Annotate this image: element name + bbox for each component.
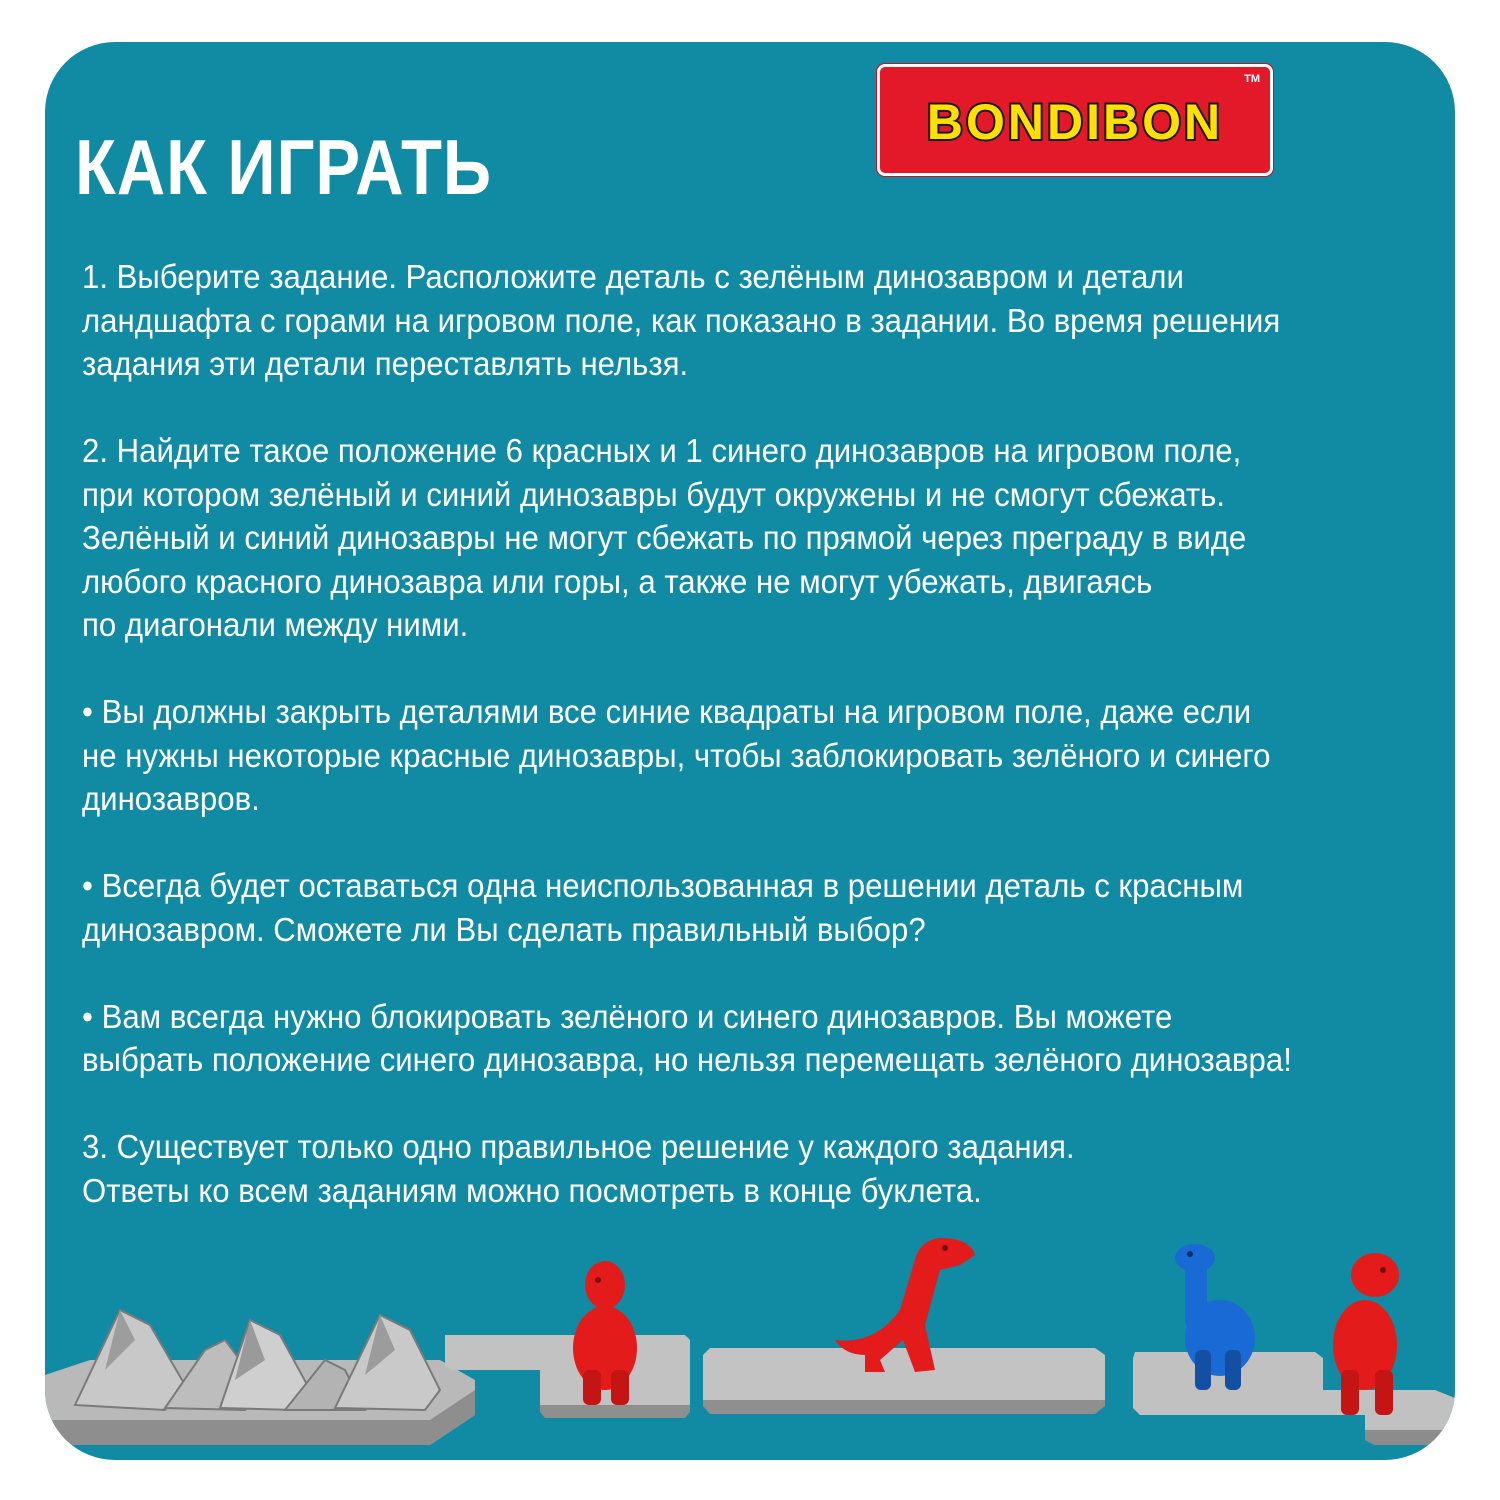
red-dino-straight-tile bbox=[703, 1238, 1105, 1414]
instruction-paragraph bbox=[82, 256, 1454, 387]
mountains-icon bbox=[75, 1310, 440, 1410]
instruction-paragraph bbox=[82, 691, 1454, 822]
page-title: КАК ИГРАТЬ bbox=[75, 123, 492, 211]
game-pieces-photo bbox=[45, 1230, 1455, 1460]
mountain-tile bbox=[45, 1310, 475, 1445]
instruction-line: выбрать положение синего динозавра, но нельзя перемещать зелёного динозавра! bbox=[82, 1042, 1292, 1079]
instruction-line: 3. Существует только одно правильное решение у каждого задания. bbox=[82, 1129, 1075, 1166]
bondibon-logo bbox=[877, 64, 1273, 176]
instruction-line: 2. Найдите такое положение 6 красных и 1 синего динозавров на игровом поле, bbox=[82, 433, 1242, 470]
instruction-line: • Вам всегда нужно блокировать зелёного и синего динозавров. Вы можете bbox=[82, 998, 1173, 1036]
instruction-line: динозавров. bbox=[82, 781, 260, 818]
instructions-text bbox=[82, 256, 1454, 1257]
bondibon-logo-art bbox=[880, 67, 1270, 173]
instruction-paragraph bbox=[82, 996, 1454, 1083]
instruction-line: динозавром. Сможете ли Вы сделать правильный выбор? bbox=[82, 911, 926, 949]
instruction-line: при котором зелёный и синий динозавры будут окружены и не смогут сбежать. bbox=[82, 476, 1226, 514]
instruction-line: 1. Выберите задание. Расположите деталь с зелёным динозавром и детали bbox=[82, 259, 1184, 296]
instruction-line: любого красного динозавра или горы, а также не могут убежать, двигаясь bbox=[82, 563, 1153, 601]
instruction-line: по диагонали между ними. bbox=[82, 607, 469, 644]
instruction-card bbox=[45, 42, 1455, 1460]
instruction-paragraph bbox=[82, 1126, 1454, 1213]
instruction-line: задания эти детали переставлять нельзя. bbox=[82, 346, 689, 383]
instruction-line: Зелёный и синий динозавры не могут сбежать по прямой через преграду в виде bbox=[82, 520, 1247, 557]
instruction-line: не нужны некоторые красные динозавры, чтобы заблокировать зелёного и синего bbox=[82, 737, 1271, 775]
logo-wordmark: BONDIBON bbox=[926, 94, 1224, 150]
red-dino-l-tile bbox=[445, 1261, 690, 1418]
instruction-line: • Вы должны закрыть деталями все синие квадраты на игровом поле, даже если bbox=[82, 694, 1252, 731]
blue-red-dino-l-tile bbox=[1133, 1244, 1455, 1445]
instruction-line: • Всегда будет оставаться одна неиспользованная в решении деталь с красным bbox=[82, 868, 1244, 905]
instruction-line: Ответы ко всем заданиям можно посмотреть в конце буклета. bbox=[82, 1172, 982, 1210]
instruction-paragraph bbox=[82, 865, 1454, 952]
instruction-paragraph bbox=[82, 430, 1454, 648]
instruction-line: ландшафта с горами на игровом поле, как показано в задании. Во время решения bbox=[82, 302, 1281, 340]
logo-trademark: TM bbox=[1244, 73, 1260, 85]
